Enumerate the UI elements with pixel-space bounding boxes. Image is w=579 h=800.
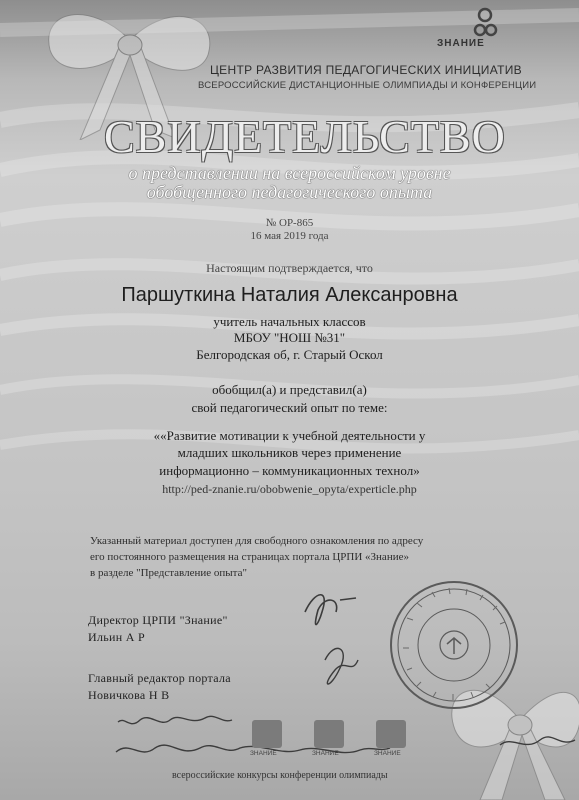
- znanie-logo-icon: [468, 6, 502, 40]
- round-seal-stamp: [387, 578, 521, 712]
- subtitle-line-1: о представлении на всероссийском уровне: [128, 163, 451, 183]
- material-url: http://ped-znanie.ru/obobwenie_opyta/experticle.php: [162, 482, 417, 496]
- director-name: Ильин А Р: [88, 630, 146, 644]
- topic-line-2: младших школьников через применение: [177, 445, 402, 460]
- recipient-position: учитель начальных классов: [213, 314, 366, 329]
- editor-title: Главный редактор портала: [88, 671, 231, 685]
- recipient-city: Белгородская об, г. Старый Оскол: [196, 347, 383, 362]
- footer-icons: [242, 720, 432, 764]
- certificate-date: 16 мая 2019 года: [250, 230, 329, 242]
- note-line-1: Указанный материал доступен для свободного ознакомления по адресу: [90, 535, 424, 547]
- topic-line-1: ««Развитие мотивации к учебной деятельности у: [153, 428, 426, 443]
- certificate-number: № ОР-865: [265, 217, 314, 229]
- people-icon: [314, 720, 344, 748]
- footer-icon-caption: ЗНАНИЕ: [250, 750, 277, 757]
- trophy-icon: [252, 720, 282, 748]
- generalized-text: обобщил(а) и представил(а): [212, 382, 367, 397]
- topic-line-3: информационно – коммуникационных технол»: [159, 463, 420, 478]
- certificate-title: СВИДЕТЕЛЬСТВО: [104, 111, 506, 162]
- subtitle-line-2: обобщенного педагогического опыта: [146, 182, 433, 202]
- organization-name: ЦЕНТР РАЗВИТИЯ ПЕДАГОГИЧЕСКИХ ИНИЦИАТИВ: [210, 63, 522, 77]
- recipient-school: МБОУ "НОШ №31": [233, 330, 346, 345]
- note-line-3: в разделе "Представление опыта": [90, 567, 247, 579]
- footer-text: всероссийские конкурсы конференции олимпиады: [172, 770, 388, 781]
- confirmation-text: Настоящим подтверждается, что: [206, 261, 373, 275]
- footer-icon-caption: ЗНАНИЕ: [312, 750, 339, 757]
- director-title: Директор ЦРПИ "Знание": [88, 613, 228, 627]
- experience-text: свой педагогический опыт по теме:: [191, 400, 388, 415]
- editor-name: Новичкова Н В: [88, 688, 170, 702]
- note-line-2: его постоянного размещения на страницах портала ЦРПИ «Знание»: [90, 551, 409, 563]
- recipient-name: Паршуткина Наталия Алексанровна: [121, 284, 458, 306]
- footer-icon-caption: ЗНАНИЕ: [374, 750, 401, 757]
- logo-text: ЗНАНИЕ: [437, 38, 485, 49]
- book-icon: [376, 720, 406, 748]
- organization-subtitle: ВСЕРОССИЙСКИЕ ДИСТАНЦИОННЫЕ ОЛИМПИАДЫ И КОНФЕРЕНЦИИ: [198, 80, 537, 91]
